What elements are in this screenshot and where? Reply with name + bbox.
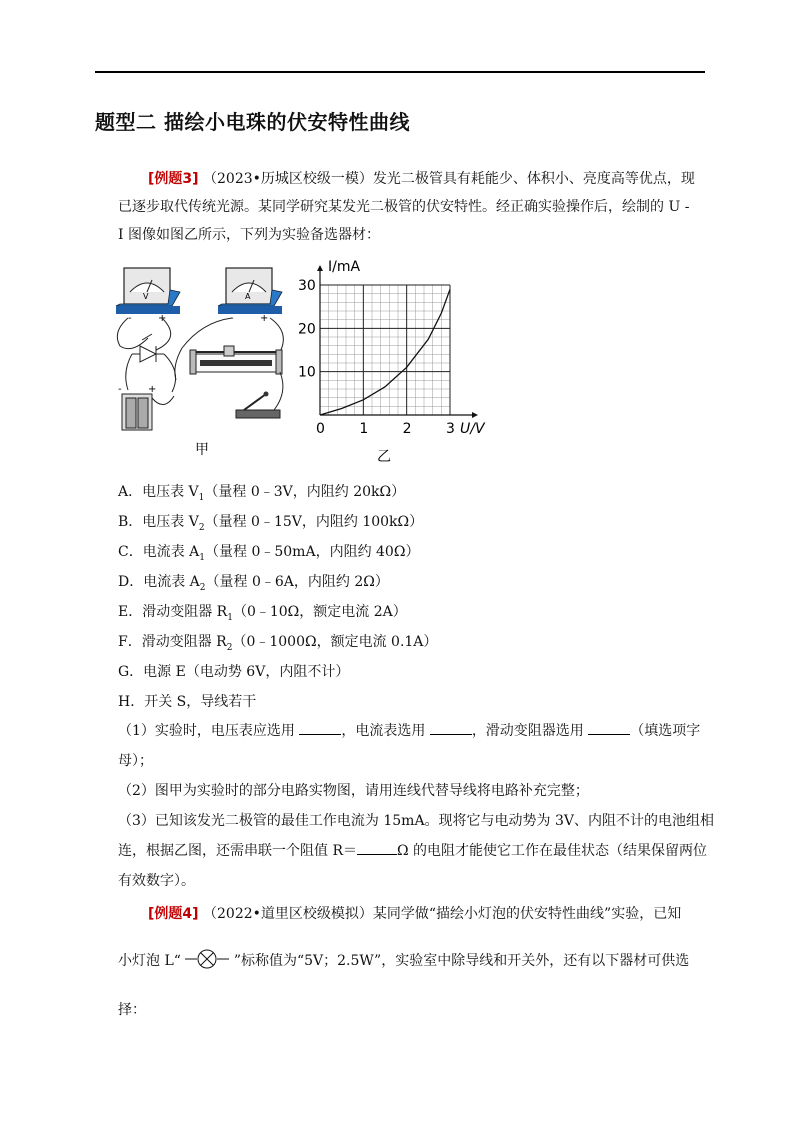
option-key: D．电流表 A <box>118 574 200 590</box>
q3-part-b1: 连，根据乙图，还需串联一个阻值 R＝ <box>118 843 357 859</box>
ammeter <box>218 268 282 324</box>
option-key: A．电压表 V <box>118 484 199 500</box>
lamp-symbol-icon <box>185 949 229 969</box>
example4-text2a: 小灯泡 L“ <box>118 953 181 969</box>
blank-resistance[interactable] <box>357 842 397 855</box>
y-tick-label: 10 <box>298 364 316 381</box>
option-item <box>118 661 349 681</box>
option-subscript: 2 <box>198 522 205 533</box>
q1-part-d: （填选项字 <box>630 723 701 739</box>
ammeter-plus: + <box>260 313 269 324</box>
x-tick-label: 3 <box>446 421 455 437</box>
option-subscript: 1 <box>227 612 233 623</box>
q1-part-c: ，滑动变阻器选用 <box>471 723 589 739</box>
option-subscript: 2 <box>226 642 233 653</box>
x-tick-label: 2 <box>402 421 412 437</box>
question-3-line2 <box>118 840 707 860</box>
option-key: E．滑动变阻器 R <box>118 604 228 620</box>
example4-line2 <box>118 949 689 970</box>
y-axis-arrow <box>317 265 323 271</box>
figure-yi-caption: 乙 <box>377 449 391 465</box>
blank-rheostat[interactable] <box>588 722 630 735</box>
option-subscript: 1 <box>198 492 205 503</box>
battery <box>118 384 156 430</box>
example4-text2b: ”标称值为“5V；2.5W”，实验室中除导线和开关外，还有以下器材可供选 <box>233 953 690 969</box>
q3-part-b2: Ω 的电阻才能使它工作在最佳状态（结果保留两位 <box>397 843 708 859</box>
option-key: H．开关 S，导线若干 <box>118 694 257 710</box>
option-detail: （0﹣1000Ω，额定电流 0.1A） <box>232 634 438 650</box>
series-line <box>320 289 450 415</box>
option-item <box>118 571 389 593</box>
example4-line1 <box>148 903 681 923</box>
option-key: C．电流表 A <box>118 544 200 560</box>
option-subscript: 2 <box>199 582 206 593</box>
question-1 <box>118 720 700 740</box>
q1-part-a: （1）实验时，电压表应选用 <box>118 723 300 739</box>
ammeter-minus: - <box>230 313 234 324</box>
option-detail: （量程 0﹣50mA，内阻约 40Ω） <box>205 544 420 560</box>
option-item <box>118 511 423 533</box>
option-key: F．滑动变阻器 R <box>118 634 227 650</box>
y-axis-label: I/mA <box>328 259 361 275</box>
switch <box>236 392 280 419</box>
iu-chart <box>290 255 510 465</box>
voltmeter-plus: + <box>158 313 167 324</box>
voltmeter-minus: - <box>128 313 132 324</box>
battery-minus: - <box>118 384 122 395</box>
option-item <box>118 481 405 503</box>
option-subscript: 1 <box>199 552 206 563</box>
q1-part-e: 母）； <box>118 753 153 769</box>
y-tick-label: 30 <box>298 278 316 294</box>
voltmeter-label: V <box>143 292 149 301</box>
question-2: （2）图甲为实验时的部分电路实物图，请用连线代替导线将电路补充完整； <box>118 783 589 799</box>
ammeter-label: A <box>245 292 251 301</box>
rheostat <box>190 346 282 374</box>
blank-ammeter[interactable] <box>430 722 472 735</box>
option-item <box>118 691 256 711</box>
question-3-line3: 有效数字）。 <box>118 873 195 889</box>
blank-voltmeter[interactable] <box>299 722 341 735</box>
option-item <box>118 541 419 563</box>
option-detail: （0﹣10Ω，额定电流 2A） <box>232 604 407 620</box>
option-key: G．电源 E（电动势 6V，内阻不计） <box>118 664 350 680</box>
example3-line1: （2023•历城区校级一模）发光二极管具有耗能少、体积小、亮度高等优点，现 <box>203 171 695 187</box>
y-tick-label: 20 <box>298 321 316 338</box>
example3-label: [例题3] <box>148 171 199 187</box>
example3-line2: 已逐步取代传统光源。某同学研究某发光二极管的伏安特性。经正确实验操作后，绘制的 U - <box>118 199 690 215</box>
example4-line3: 择： <box>118 1002 146 1018</box>
voltmeter <box>116 268 180 324</box>
battery-plus: + <box>148 384 157 395</box>
example3-paragraph <box>118 165 708 249</box>
example3-line3: I 图像如图乙所示，下列为实验备选器材： <box>118 227 380 243</box>
question-3-line1: （3）已知该发光二极管的最佳工作电流为 15mA。现将它与电动势为 3V、内阻不计的电池组相 <box>118 813 715 829</box>
circuit-figure <box>112 262 298 462</box>
option-detail: （量程 0﹣15V，内阻约 100kΩ） <box>204 514 424 530</box>
x-axis-label: U/V <box>460 421 485 437</box>
example4-text1: （2022•道里区校级模拟）某同学做“描绘小灯泡的伏安特性曲线”实验，已知 <box>203 906 682 922</box>
x-axis-arrow <box>472 412 478 418</box>
example4-label: [例题4] <box>148 906 199 922</box>
top-rule <box>95 71 705 73</box>
option-item <box>118 631 437 653</box>
x-tick-label: 0 <box>316 421 325 437</box>
option-key: B．电压表 V <box>118 514 199 530</box>
q1-part-b: ，电流表选用 <box>341 723 430 739</box>
x-tick-label: 1 <box>359 421 369 437</box>
option-detail: （量程 0﹣6A，内阻约 2Ω） <box>205 574 389 590</box>
figure-jia-caption: 甲 <box>195 442 209 458</box>
option-item <box>118 601 407 623</box>
option-detail: （量程 0﹣3V，内阻约 20kΩ） <box>204 484 406 500</box>
section-title: 题型二 描绘小电珠的伏安特性曲线 <box>95 110 410 134</box>
